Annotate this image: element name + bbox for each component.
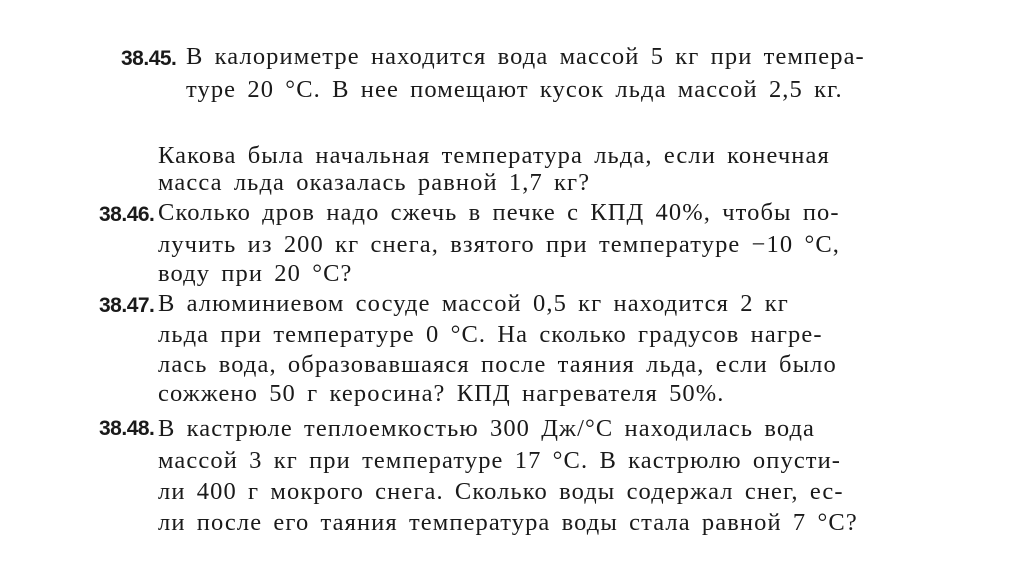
problem-text-line: льда при температуре 0 °С. На сколько градусов нагре- (158, 321, 823, 348)
problem-number: 38.46. (99, 203, 155, 226)
problem-text-line: ли 400 г мокрого снега. Сколько воды содержал снег, ес- (158, 478, 844, 505)
problem-text-line: туре 20 °С. В нее помещают кусок льда массой 2,5 кг. (186, 76, 843, 103)
problem-text-line: Сколько дров надо сжечь в печке с КПД 40%, чтобы по- (158, 199, 840, 226)
problem-text-line: В кастрюле теплоемкостью 300 Дж/°С находилась вода (158, 415, 816, 442)
problem-text-line: масса льда оказалась равной 1,7 кг? (158, 169, 591, 196)
problem-text-line: массой 3 кг при температуре 17 °С. В кастрюлю опусти- (158, 447, 842, 474)
problem-number: 38.48. (99, 417, 155, 440)
problem-text-line: ли после его таяния температура воды стала равной 7 °С? (158, 509, 858, 536)
problem-number: 38.47. (99, 294, 155, 317)
problem-text-line: лучить из 200 кг снега, взятого при температуре −10 °С, (158, 231, 841, 258)
problem-number: 38.45. (121, 47, 177, 70)
problem-text-line: лась вода, образовавшаяся после таяния льда, если было (158, 351, 837, 378)
problem-text-line: В алюминиевом сосуде массой 0,5 кг находится 2 кг (158, 290, 789, 317)
problem-text-line: воду при 20 °С? (158, 260, 353, 287)
problem-text-line: сожжено 50 г керосина? КПД нагревателя 50%. (158, 380, 725, 407)
problem-text-line: В калориметре находится вода массой 5 кг при темпера- (186, 43, 865, 70)
problem-text-line: Какова была начальная температура льда, если конечная (158, 142, 830, 169)
